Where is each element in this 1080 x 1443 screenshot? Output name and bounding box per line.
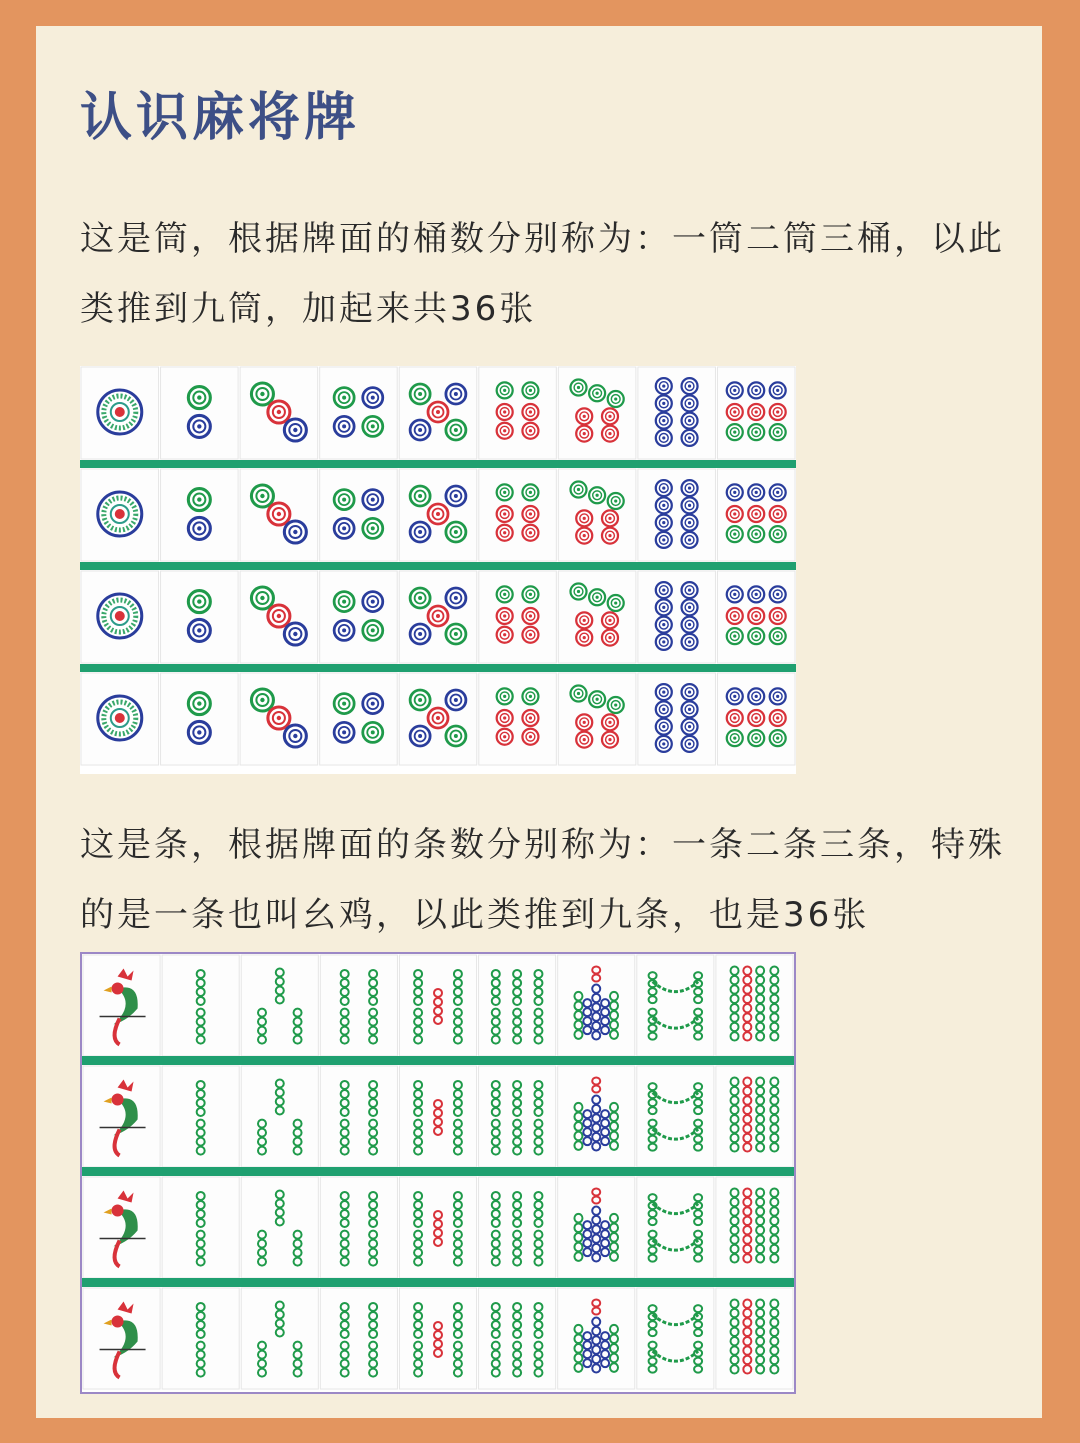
tiao-tile-3 bbox=[241, 1066, 318, 1167]
tiao-tile-1 bbox=[83, 1066, 160, 1167]
tong-tile-6 bbox=[479, 367, 557, 459]
tiao-tile-6 bbox=[479, 955, 556, 1056]
tiao-tiles-grid bbox=[80, 952, 796, 1394]
tiao-tile-4 bbox=[320, 1288, 397, 1389]
tiao-tile-8 bbox=[637, 955, 714, 1056]
tiao-description: 这是条，根据牌面的条数分别称为：一条二条三条，特殊的是一条也叫幺鸡，以此类推到九条，也是36张 bbox=[80, 825, 1005, 935]
tiao-tile-2 bbox=[162, 955, 239, 1056]
tong-tile-4 bbox=[320, 673, 398, 765]
tong-tile-1 bbox=[81, 571, 159, 663]
tong-description: 这是筒，根据牌面的桶数分别称为：一筒二筒三桶，以此类推到九筒，加起来共36张 bbox=[80, 219, 1005, 329]
tong-tile-4 bbox=[320, 367, 398, 459]
tong-tile-5 bbox=[399, 673, 477, 765]
tong-tile-8 bbox=[638, 571, 716, 663]
tile-row-separator bbox=[82, 1167, 794, 1176]
tiao-tile-5 bbox=[399, 1177, 476, 1278]
page-title: 认识麻将牌 bbox=[80, 88, 361, 148]
tong-tile-3 bbox=[240, 673, 318, 765]
tong-tile-9 bbox=[717, 469, 795, 561]
tong-tile-7 bbox=[558, 367, 636, 459]
tong-tile-6 bbox=[479, 571, 557, 663]
tong-tile-8 bbox=[638, 367, 716, 459]
tong-tile-3 bbox=[240, 571, 318, 663]
tiao-tile-5 bbox=[399, 1066, 476, 1167]
tong-tile-3 bbox=[240, 469, 318, 561]
tiao-tile-8 bbox=[637, 1066, 714, 1167]
tiao-tile-2 bbox=[162, 1177, 239, 1278]
tiao-tile-1 bbox=[83, 955, 160, 1056]
tile-row-separator bbox=[80, 460, 796, 468]
tiao-tile-9 bbox=[716, 1177, 793, 1278]
tong-tile-9 bbox=[717, 571, 795, 663]
tiao-tile-7 bbox=[558, 955, 635, 1056]
tile-row-separator bbox=[82, 1056, 794, 1065]
tong-tile-5 bbox=[399, 367, 477, 459]
tong-tile-5 bbox=[399, 469, 477, 561]
tiao-tile-1 bbox=[83, 1288, 160, 1389]
tiao-tile-7 bbox=[558, 1066, 635, 1167]
tiao-tile-2 bbox=[162, 1288, 239, 1389]
tiao-tile-9 bbox=[716, 1066, 793, 1167]
tong-tile-2 bbox=[161, 571, 239, 663]
tong-tile-9 bbox=[717, 367, 795, 459]
tong-tile-7 bbox=[558, 469, 636, 561]
tong-tiles-svg bbox=[80, 366, 796, 774]
tiao-tile-6 bbox=[479, 1177, 556, 1278]
tiao-tile-8 bbox=[637, 1288, 714, 1389]
tong-tile-1 bbox=[81, 367, 159, 459]
tiao-tile-1 bbox=[83, 1177, 160, 1278]
tile-row-separator bbox=[82, 1278, 794, 1287]
tiao-tile-3 bbox=[241, 1177, 318, 1278]
tiao-tile-7 bbox=[558, 1177, 635, 1278]
tiao-tile-9 bbox=[716, 955, 793, 1056]
tong-tile-7 bbox=[558, 673, 636, 765]
tiao-tiles-svg bbox=[82, 954, 794, 1392]
tong-tile-5 bbox=[399, 571, 477, 663]
tiao-tile-7 bbox=[558, 1288, 635, 1389]
tong-tile-4 bbox=[320, 571, 398, 663]
tiao-tile-3 bbox=[241, 955, 318, 1056]
tong-tile-1 bbox=[81, 673, 159, 765]
tiao-tile-8 bbox=[637, 1177, 714, 1278]
tiao-tile-6 bbox=[479, 1066, 556, 1167]
tiao-tile-4 bbox=[320, 1066, 397, 1167]
tong-tile-9 bbox=[717, 673, 795, 765]
tiao-tile-5 bbox=[399, 1288, 476, 1389]
tong-tile-4 bbox=[320, 469, 398, 561]
tiao-tile-4 bbox=[320, 955, 397, 1056]
tiao-tile-5 bbox=[399, 955, 476, 1056]
tong-tile-3 bbox=[240, 367, 318, 459]
tong-tiles-grid bbox=[80, 366, 796, 774]
tile-row-separator bbox=[80, 664, 796, 672]
tile-row-separator bbox=[80, 562, 796, 570]
tong-tile-7 bbox=[558, 571, 636, 663]
tiao-tile-4 bbox=[320, 1177, 397, 1278]
tong-tile-6 bbox=[479, 469, 557, 561]
tong-tile-6 bbox=[479, 673, 557, 765]
tong-tile-1 bbox=[81, 469, 159, 561]
tong-tile-2 bbox=[161, 367, 239, 459]
tong-tile-2 bbox=[161, 673, 239, 765]
tong-tile-2 bbox=[161, 469, 239, 561]
tiao-tile-3 bbox=[241, 1288, 318, 1389]
tong-tile-8 bbox=[638, 469, 716, 561]
tong-tile-8 bbox=[638, 673, 716, 765]
tiao-tile-9 bbox=[716, 1288, 793, 1389]
tiao-tile-2 bbox=[162, 1066, 239, 1167]
tiao-tile-6 bbox=[479, 1288, 556, 1389]
